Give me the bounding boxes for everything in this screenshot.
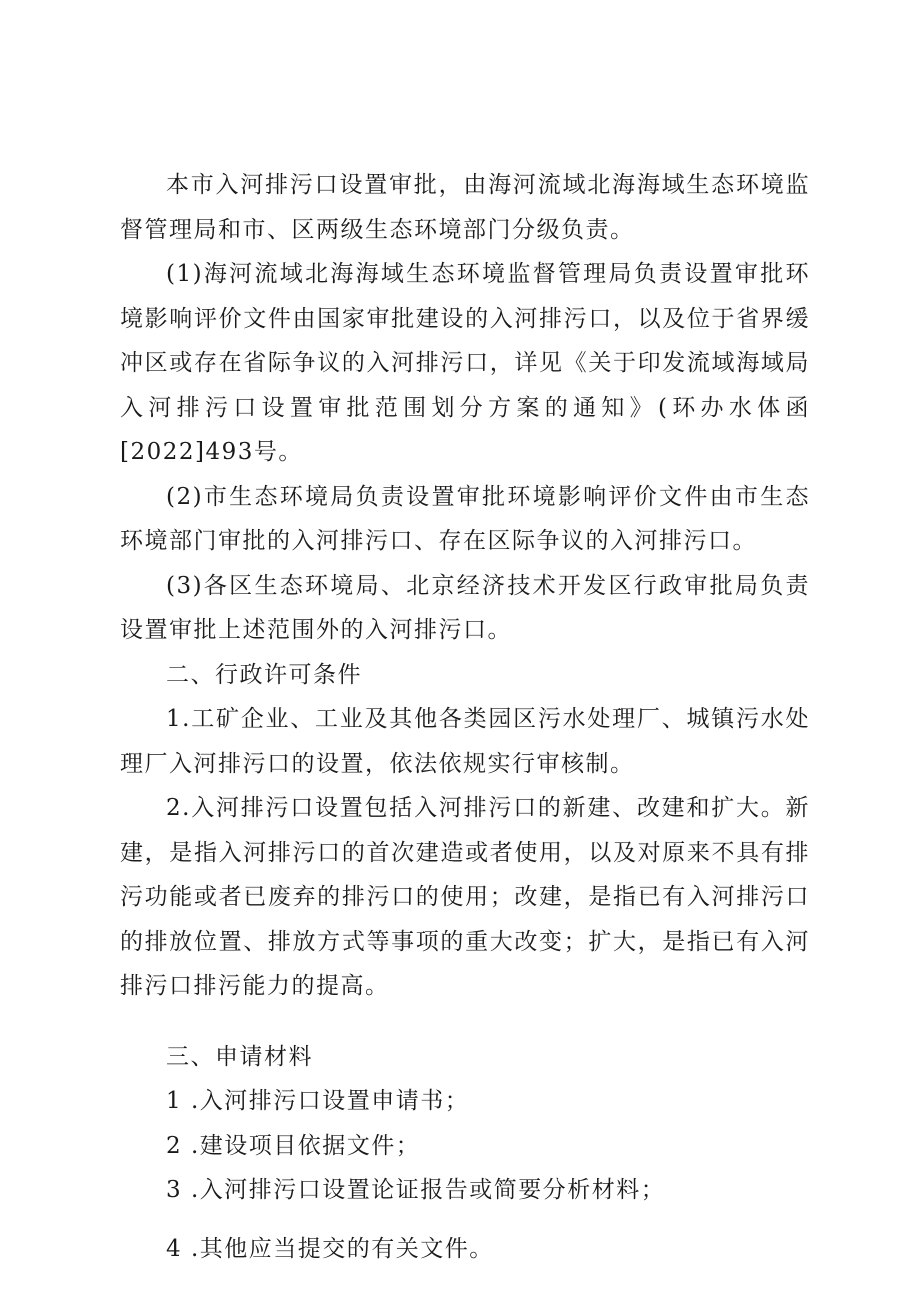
material-item: 3 .入河排污口设置论证报告或简要分析材料； (166, 1177, 666, 1203)
material-item: 1 .入河排污口设置申请书； (166, 1088, 470, 1114)
approval-item-3: (3)各区生态环境局、北京经济技术开发区行政审批局负责设置审批上述范围外的入河排污口。 (120, 572, 810, 643)
approval-item-2: (2)市生态环境局负责设置审批环境影响评价文件由市生态环境部门审批的入河排污口、存在区际争议的入河排污口。 (120, 483, 810, 554)
condition-item-1: 1.工矿企业、工业及其他各类园区污水处理厂、城镇污水处理厂入河排污口的设置，依法依规实行审核制。 (120, 706, 810, 777)
document-body (120, 163, 810, 1271)
material-item: 2 .建设项目依据文件； (166, 1132, 421, 1159)
intro-paragraph: 本市入河排污口设置审批，由海河流域北海海域生态环境监督管理局和市、区两级生态环境部门分级负责。 (120, 172, 810, 243)
section-title-application-materials: 三、申请材料 (166, 1043, 313, 1070)
section-title-license-conditions: 二、行政许可条件 (166, 661, 362, 688)
condition-item-2: 2.入河排污口设置包括入河排污口的新建、改建和扩大。新建，是指入河排污口的首次建造或者使用，以及对原来不具有排污功能或者已废弃的排污口的使用；改建，是指已有入河排污口的排放位置、排放方式等事项的重大改变；扩大，是指已有入河排污口排污能力的提高。 (120, 795, 810, 999)
material-item: 4 .其他应当提交的有关文件。 (166, 1235, 494, 1262)
approval-item-1: (1)海河流域北海海域生态环境监督管理局负责设置审批环境影响评价文件由国家审批建设的入河排污口，以及位于省界缓冲区或存在省际争议的入河排污口，详见《关于印发流域海域局入河排污口设置审批范围划分方案的通知》(环办水体函[2022]493号。 (120, 261, 810, 465)
